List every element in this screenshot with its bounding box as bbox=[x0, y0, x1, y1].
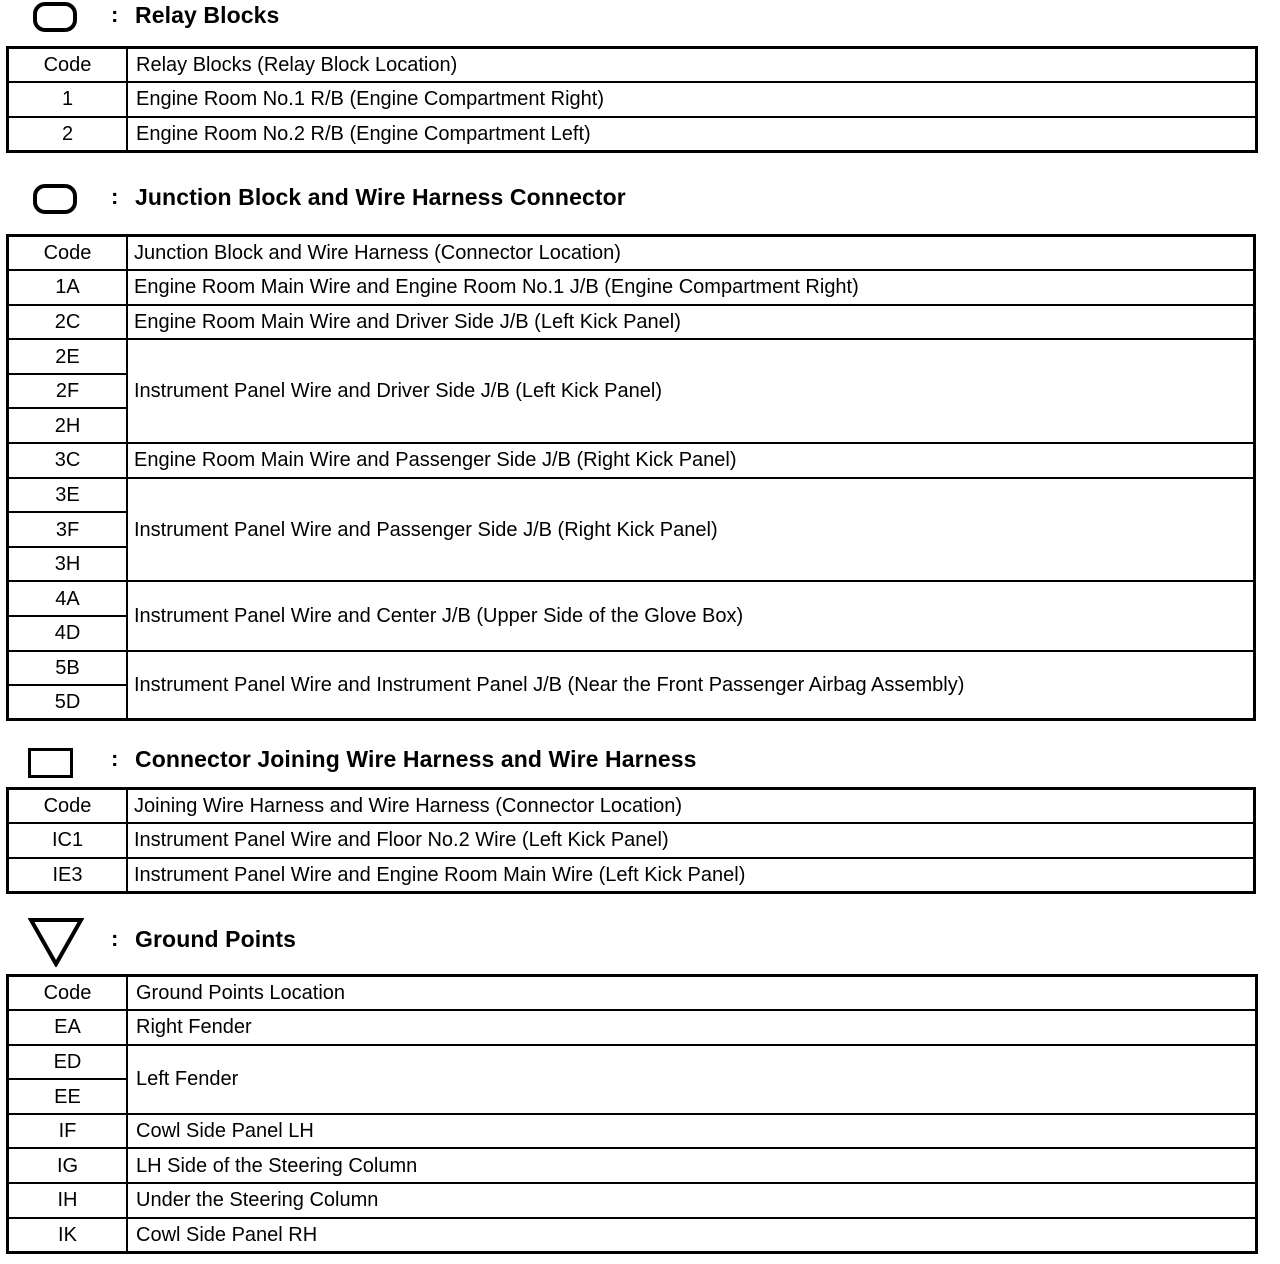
table-header-row bbox=[8, 48, 1257, 83]
junction-blocks-heading bbox=[0, 180, 1280, 228]
table-row bbox=[8, 651, 1255, 686]
connectors-heading bbox=[0, 740, 1280, 788]
table-header-row bbox=[8, 789, 1255, 824]
code-cell: 5B bbox=[8, 651, 128, 686]
location-cell: Right Fender bbox=[127, 1010, 1257, 1045]
code-cell: ED bbox=[8, 1045, 128, 1080]
location-cell: Engine Room No.2 R/B (Engine Compartment Left) bbox=[127, 117, 1257, 152]
location-cell: Engine Room Main Wire and Driver Side J/B (Left Kick Panel) bbox=[127, 305, 1255, 340]
location-cell: LH Side of the Steering Column bbox=[127, 1148, 1257, 1183]
table-row bbox=[8, 1045, 1257, 1080]
table-row bbox=[8, 117, 1257, 152]
code-cell: IC1 bbox=[8, 823, 128, 858]
table-row bbox=[8, 1010, 1257, 1045]
table-row bbox=[8, 305, 1255, 340]
relay-blocks-table bbox=[6, 46, 1258, 153]
code-cell: 3C bbox=[8, 443, 128, 478]
location-cell: Instrument Panel Wire and Passenger Side J/B (Right Kick Panel) bbox=[127, 478, 1255, 582]
code-cell: IE3 bbox=[8, 858, 128, 893]
rounded-rectangle-icon bbox=[33, 184, 77, 214]
code-cell: 2E bbox=[8, 339, 128, 374]
table-row bbox=[8, 443, 1255, 478]
code-cell: EA bbox=[8, 1010, 128, 1045]
table-row bbox=[8, 858, 1255, 893]
code-cell: IH bbox=[8, 1183, 128, 1218]
heading-colon: : bbox=[111, 926, 119, 951]
location-header: Relay Blocks (Relay Block Location) bbox=[127, 48, 1257, 83]
location-cell: Under the Steering Column bbox=[127, 1183, 1257, 1218]
code-cell: IF bbox=[8, 1114, 128, 1149]
code-cell: 1 bbox=[8, 82, 128, 117]
table-row bbox=[8, 581, 1255, 616]
location-cell: Instrument Panel Wire and Center J/B (Upper Side of the Glove Box) bbox=[127, 581, 1255, 650]
table-row bbox=[8, 270, 1255, 305]
location-cell: Cowl Side Panel LH bbox=[127, 1114, 1257, 1149]
heading-colon: : bbox=[111, 184, 119, 209]
table-header-row bbox=[8, 976, 1257, 1011]
table-row bbox=[8, 1114, 1257, 1149]
heading-colon: : bbox=[111, 746, 119, 771]
table-row bbox=[8, 1148, 1257, 1183]
location-cell: Instrument Panel Wire and Driver Side J/B (Left Kick Panel) bbox=[127, 339, 1255, 443]
junction-blocks-table bbox=[6, 234, 1256, 721]
code-cell: 4A bbox=[8, 581, 128, 616]
code-cell: EE bbox=[8, 1079, 128, 1114]
code-cell: 2F bbox=[8, 374, 128, 409]
code-header: Code bbox=[8, 236, 128, 271]
location-cell: Cowl Side Panel RH bbox=[127, 1218, 1257, 1253]
code-cell: 5D bbox=[8, 685, 128, 720]
rectangle-icon bbox=[28, 748, 73, 778]
location-header: Joining Wire Harness and Wire Harness (Connector Location) bbox=[127, 789, 1255, 824]
location-cell: Instrument Panel Wire and Floor No.2 Wire (Left Kick Panel) bbox=[127, 823, 1255, 858]
relay-blocks-heading bbox=[0, 0, 1280, 48]
section-title: Relay Blocks bbox=[135, 2, 280, 28]
code-header: Code bbox=[8, 48, 128, 83]
code-header: Code bbox=[8, 976, 128, 1011]
table-row bbox=[8, 1218, 1257, 1253]
location-cell: Instrument Panel Wire and Engine Room Main Wire (Left Kick Panel) bbox=[127, 858, 1255, 893]
ground-points-table bbox=[6, 974, 1258, 1254]
code-cell: 4D bbox=[8, 616, 128, 651]
code-header: Code bbox=[8, 789, 128, 824]
ground-points-heading bbox=[0, 912, 1280, 972]
code-cell: 3F bbox=[8, 512, 128, 547]
connectors-table bbox=[6, 787, 1256, 894]
code-cell: 2 bbox=[8, 117, 128, 152]
code-cell: 2C bbox=[8, 305, 128, 340]
location-cell: Engine Room No.1 R/B (Engine Compartment Right) bbox=[127, 82, 1257, 117]
code-cell: 2H bbox=[8, 408, 128, 443]
rounded-rectangle-icon bbox=[33, 2, 77, 32]
table-row bbox=[8, 339, 1255, 374]
code-cell: IG bbox=[8, 1148, 128, 1183]
location-header: Junction Block and Wire Harness (Connector Location) bbox=[127, 236, 1255, 271]
section-title: Connector Joining Wire Harness and Wire Harness bbox=[135, 746, 697, 772]
location-cell: Instrument Panel Wire and Instrument Panel J/B (Near the Front Passenger Airbag Assembly) bbox=[127, 651, 1255, 720]
heading-colon: : bbox=[111, 2, 119, 27]
section-title: Ground Points bbox=[135, 926, 297, 952]
location-cell: Engine Room Main Wire and Engine Room No.1 J/B (Engine Compartment Right) bbox=[127, 270, 1255, 305]
inverted-triangle-icon bbox=[28, 917, 84, 967]
table-row bbox=[8, 823, 1255, 858]
code-cell: 3H bbox=[8, 547, 128, 582]
table-row bbox=[8, 478, 1255, 513]
location-cell: Engine Room Main Wire and Passenger Side J/B (Right Kick Panel) bbox=[127, 443, 1255, 478]
code-cell: 1A bbox=[8, 270, 128, 305]
location-cell: Left Fender bbox=[127, 1045, 1257, 1114]
code-cell: IK bbox=[8, 1218, 128, 1253]
table-row bbox=[8, 1183, 1257, 1218]
location-header: Ground Points Location bbox=[127, 976, 1257, 1011]
section-title: Junction Block and Wire Harness Connector bbox=[135, 184, 626, 210]
code-cell: 3E bbox=[8, 478, 128, 513]
table-header-row bbox=[8, 236, 1255, 271]
table-row bbox=[8, 82, 1257, 117]
